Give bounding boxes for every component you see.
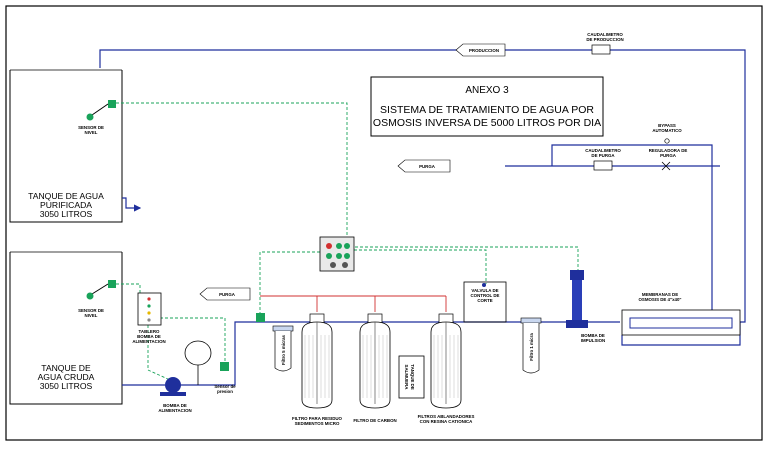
membranas [622, 292, 740, 335]
valvula-label-1: VALVULA DE [471, 288, 499, 293]
tanque-salmuera [399, 356, 424, 398]
sensor-bottom-label-1: SENSOR DE [78, 308, 104, 313]
raw-tank-line-1: TANQUE DE [41, 363, 91, 373]
reguladora-label-1: REGULADORA DE [648, 148, 688, 153]
valvula-label-2: CONTROL DE [470, 293, 500, 298]
produccion-arrow [456, 44, 505, 56]
salmuera-label: TANQUE DE [410, 364, 415, 390]
filtro-carbon [353, 314, 396, 423]
purga-arrow-mid [200, 288, 250, 300]
purified-tank-line-1: TANQUE DE AGUA [28, 191, 104, 201]
filtro-carbon-label: FILTRO DE CARBON [353, 418, 397, 423]
caudal-prod-label-1: CAUDALIMETRO [587, 32, 623, 37]
bomba-imp-label-1: BOMBA DE [581, 333, 605, 338]
tablero-label-3: ALIMENTACION [132, 339, 166, 344]
purified-tank-line-3: 3050 LITROS [39, 209, 93, 219]
cartridge-filter-1 [273, 326, 293, 371]
bomba-alim-label-1: BOMBA DE [163, 403, 187, 408]
raw-tank-line-3: 3050 LITROS [39, 381, 93, 391]
bomba-impulsion [566, 270, 605, 343]
raw-water-tank [10, 252, 122, 404]
sensor-bottom-label-2: NIVEL [84, 313, 98, 318]
bomba-alim-label-2: ALIMENTACION [158, 408, 192, 413]
bypass-label-1: BYPASS [658, 123, 676, 128]
title-heading: ANEXO 3 [465, 85, 509, 96]
bomba-imp-label-2: IMPULSION [580, 338, 606, 343]
caudalimetro-produccion [586, 32, 623, 54]
produccion-arrow-label: PRODUCCION [468, 48, 500, 53]
control-panel [320, 237, 354, 271]
tablero-label-1: TABLERO [138, 329, 160, 334]
ablandador-label-1: FILTROS ABLANDADORES [417, 414, 475, 419]
bypass-automatico [652, 123, 682, 143]
reguladora-purga [649, 148, 688, 170]
tablero-label-2: BOMBA DE [137, 334, 161, 339]
title-line-1: SISTEMA DE TRATAMIENTO DE AGUA POR [380, 104, 594, 116]
bomba-alimentacion [158, 377, 191, 413]
filtro-ablandador [418, 314, 475, 424]
sensor-presion-label-1: Sensor de [214, 384, 236, 389]
title-line-2: OSMOSIS INVERSA DE 5000 LITROS POR DIA [372, 117, 602, 129]
membranas-label-2: OSMOSIS DE 4"x40" [638, 297, 682, 302]
purified-water-tank [10, 70, 122, 222]
sensor-top-label-2: NIVEL [84, 130, 98, 135]
cartridge-filter-2 [521, 318, 541, 373]
cartridge-2-label: Filtro 1 micra [529, 333, 534, 361]
red-lines [260, 296, 446, 312]
pressure-tank [185, 341, 211, 385]
filtro-sed-label-1: FILTRO PARA RESIDUO [292, 416, 342, 421]
level-sensor-bottom [78, 280, 116, 318]
caudal-purga-label-1: CAUDALIMETRO [585, 148, 621, 153]
valvula-label-3: CORTE [477, 298, 493, 303]
caudal-prod-label-2: DE PRODUCCION [586, 37, 624, 42]
purified-tank-outlet [122, 198, 140, 208]
valvula-control [464, 282, 506, 322]
reguladora-label-2: PURGA [660, 153, 676, 158]
cartridge-1-label: Filtro 5 micras [281, 334, 286, 366]
membranas-label-1: MEMBRANAS DE [641, 292, 679, 297]
tablero-bomba [132, 293, 165, 344]
title-box [371, 77, 603, 136]
purified-tank-line-2: PURIFICADA [39, 200, 93, 210]
filtro-sedimentos [292, 314, 343, 426]
sensor-presion [214, 362, 236, 394]
purga-arrow-top [398, 160, 450, 172]
sensor-top-label-1: SENSOR DE [78, 125, 104, 130]
purga-top-label: PURGA [419, 164, 435, 169]
sensor-presion-label-2: presion [217, 389, 233, 394]
line-sensor [256, 313, 265, 322]
raw-tank-line-2: AGUA CRUDA [37, 372, 95, 382]
level-sensor-top [78, 100, 116, 135]
filtro-sed-label-2: SEDIMENTOS MICRO [294, 421, 340, 426]
caudal-purga-label-2: DE PURGA [591, 153, 615, 158]
bypass-label-2: AUTOMATICO [652, 128, 682, 133]
ablandador-label-2: CON RESINA CATIONICA [419, 419, 473, 424]
purga-mid-label: PURGA [219, 292, 235, 297]
caudalimetro-purga [585, 148, 621, 170]
salmuera-label-2: SALMUERA [404, 364, 409, 390]
